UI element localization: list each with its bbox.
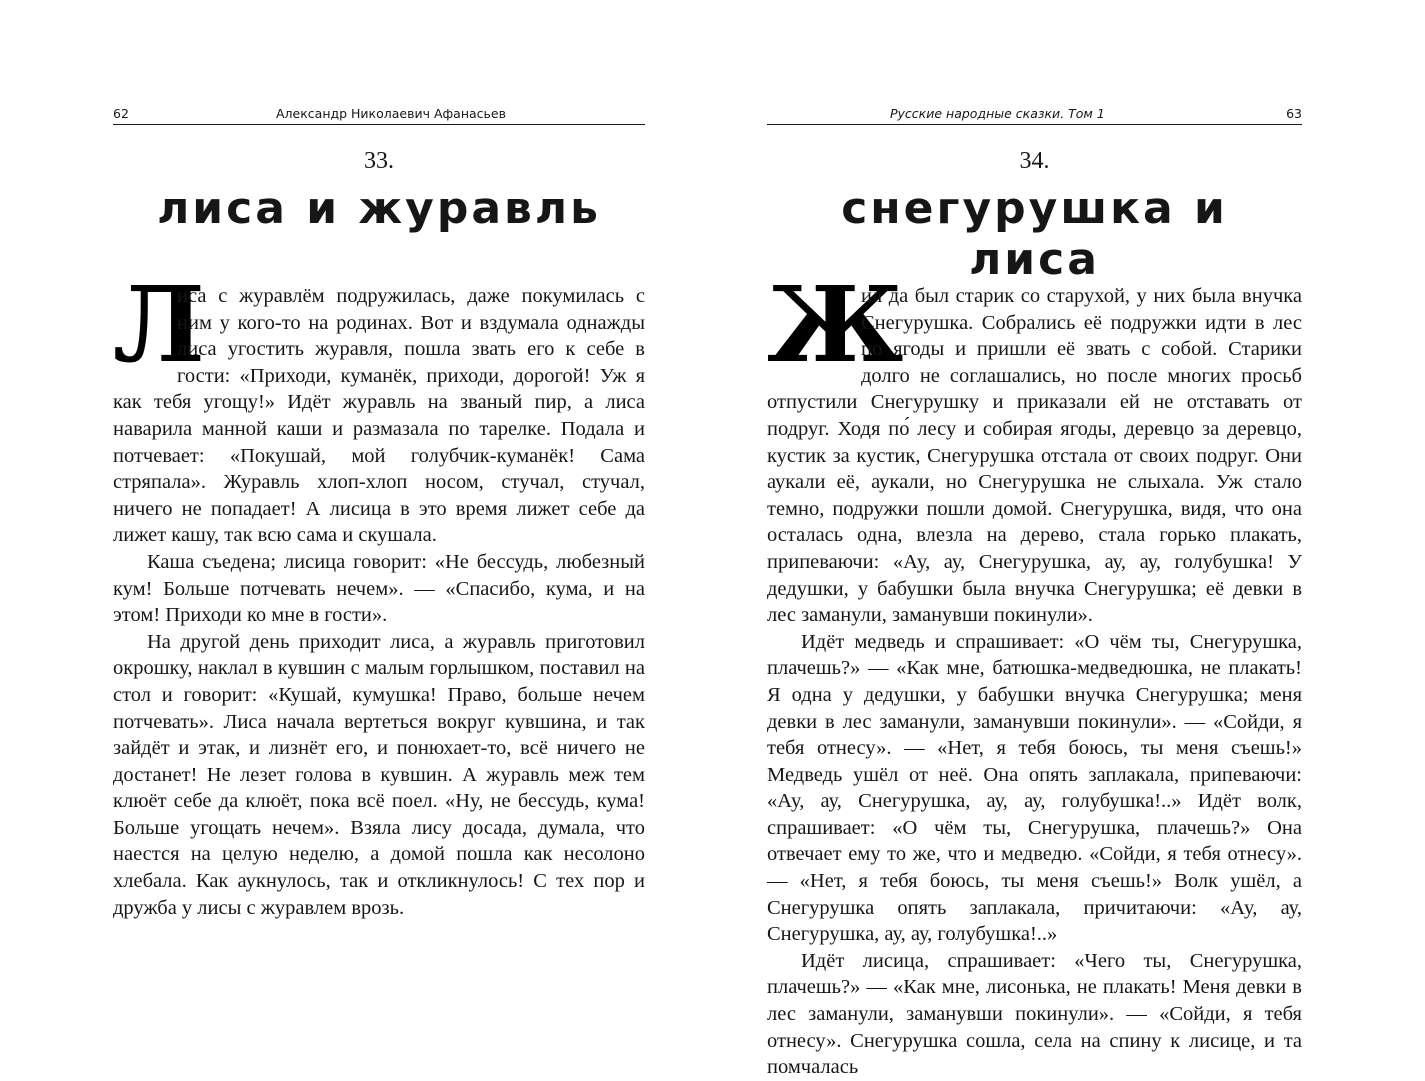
running-head-author: Александр Николаевич Афанасьев — [276, 106, 506, 121]
running-head — [767, 104, 1302, 125]
page-number: 62 — [113, 106, 129, 121]
paragraph — [767, 263, 1302, 629]
tale-title: лиса и журавль — [157, 183, 601, 234]
tale-number: 33. — [364, 148, 394, 174]
running-head — [113, 104, 645, 125]
paragraph: Каша съедена; лисица говорит: «Не бессудь, любезный кум! Больше потчевать нечем». — «Спасибо, кума, и на этом! Приходи ко мне в гости». — [113, 550, 645, 627]
paragraph-text: ил да был старик со старухой, у них была внучка Снегурушка. Собрались её подружки идти в лес по ягоды и пришли её звать с собой. Старики долго не соглашались, но после многих просьб отпустили Снегурушку и приказали ей не отставать от подруг. Ходя по́ лесу и собирая ягоды, деревцо за деревцо, кустик за кустик, Снегурушка отстала от своих подруг. Они аукали её, аукали, но Снегурушка не слыхала. Уж стало темно, подружки пошли домой. Снегурушка, видя, что она осталась одна, влезла на дерево, стала горько плакать, припеваючи: «Ау, ау, Снегурушка, ау, ау, голубушка! У дедушки, у бабушки была внучка Снегурушка; её девки в лес заманули, заманувши покинули». — [767, 285, 1302, 627]
tale-number: 34. — [1019, 148, 1050, 174]
left-page — [113, 0, 645, 1080]
running-head-book-title: Русские народные сказки. Том 1 — [890, 106, 1105, 121]
paragraph: На другой день приходит лиса, а журавль приготовил окрошку, наклал в кувшин с малым горлышком, поставил на стол и говорит: «Кушай, кумушка! Право, больше нечем потчевать». Лиса начала вертеться вокруг кувшина, и так зайдёт и этак, и лизнёт его, и понюхает-то, всё ничего не достанет! Не лезет голова в кувшин. А журавль меж тем клюёт себе да клюёт, пока всё поел. «Ну, не бессудь, кума! Больше угощать нечем». Взяла лису досада, думала, что наестся на целую неделю, а домой пошла как несолоно хлебала. Как аукнулось, так и откликнулось! С тех пор и дружба у лисы с журавлем врозь. — [113, 630, 645, 919]
drop-cap: Л — [113, 263, 205, 386]
page-number: 63 — [1286, 106, 1302, 121]
right-page — [767, 0, 1302, 1080]
tale-title: снегурушка и лиса — [841, 183, 1228, 285]
paragraph-text: иса с журавлём подружилась, даже покумилась с ним у кого-то на родинах. Вот и вздумала однажды лиса угостить журавля, пошла звать его к себе в гости: «Приходи, куманёк, приходи, дорогой! Уж я как тебя угощу!» Идёт журавль на званый пир, а лиса наварила манной каши и размазала по тарелке. Подала и потчевает: «Покушай, мой голубчик-куманёк! Сама стряпала». Журавль хлоп-хлоп носом, стучал, стучал, ничего не попадает! А лисица в это время лижет себе да лижет кашу, так всю сама и скушала. — [113, 285, 645, 547]
paragraph: Идёт лисица, спрашивает: «Чего ты, Снегурушка, плачешь?» — «Как мне, лисонька, не плакать! Меня девки в лес заманули, заманувши покинули». — «Сойди, я тебя отнесу». Снегурушка сошла, села на спину к лисице, и та помчалась — [767, 949, 1302, 1079]
paragraph: Идёт медведь и спрашивает: «О чём ты, Снегурушка, плачешь?» — «Как мне, батюшка-медведюшка, не плакать! Я одна у дедушки, у бабушки внучка Снегурушка; меня девки в лес заманули, заманувши покинули». — «Сойди, я тебя отнесу». — «Нет, я тебя боюсь, ты меня съешь!» Медведь ушёл от неё. Она опять заплакала, припеваючи: «Ау, ау, Снегурушка, ау, ау, голубушка!..» Идёт волк, спрашивает: «О чём ты, Снегурушка, плачешь?» Она отвечает ему то же, что и медведю. «Сойди, я тебя отнесу». — «Нет, я тебя боюсь, ты меня съешь!» Волк ушёл, а Снегурушка опять заплакала, причитаючи: «Ау, ау, Снегурушка, ау, ау, голубушка!..» — [767, 630, 1302, 946]
paragraph — [113, 263, 645, 549]
drop-cap: Ж — [767, 263, 904, 386]
tale-body — [113, 263, 645, 921]
tale-body — [767, 263, 1302, 1081]
